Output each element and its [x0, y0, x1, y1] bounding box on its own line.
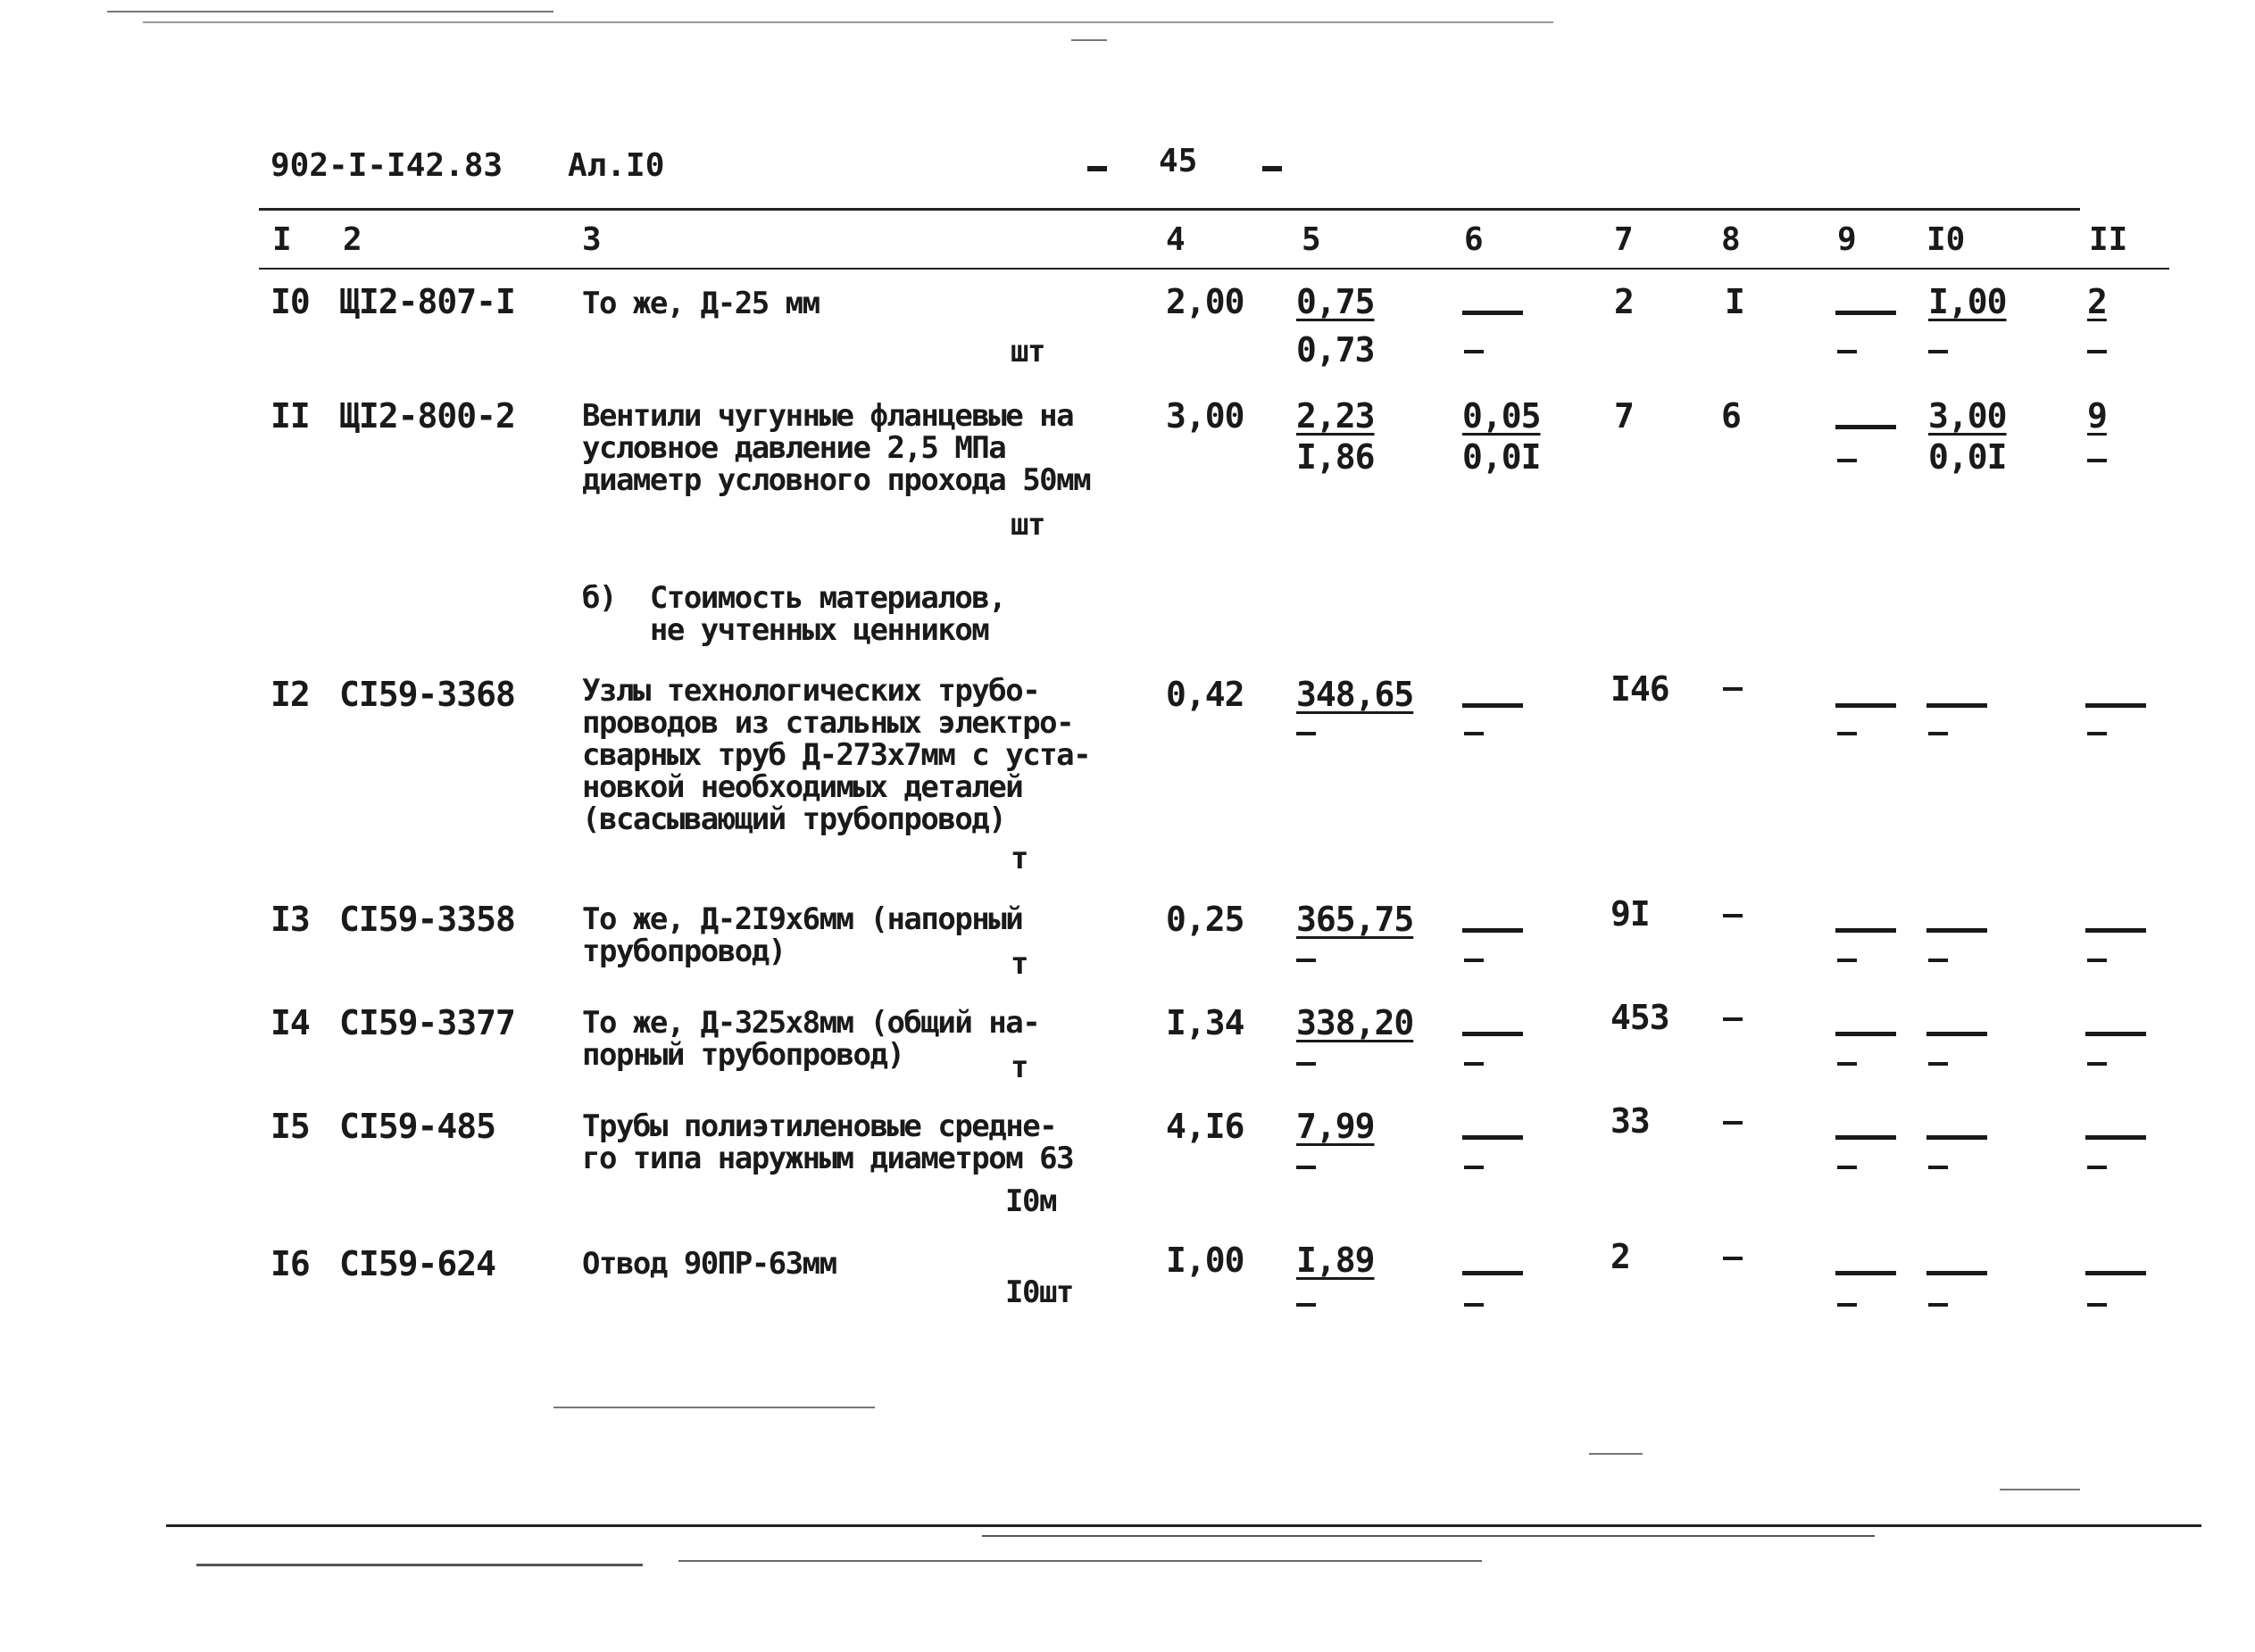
price-code: ЩI2-800-2 [339, 396, 515, 436]
empty-top-mark [1462, 1271, 1523, 1275]
empty-mark [1723, 687, 1743, 691]
header-bottom-rule [259, 268, 2169, 270]
row-number: I6 [270, 1244, 310, 1283]
unit-label: т [1011, 946, 1028, 982]
scan-artifact [1071, 39, 1107, 41]
page-number-dash [1262, 166, 1282, 171]
empty-top-mark [1462, 311, 1523, 315]
col7-value: 2 [1614, 282, 1634, 321]
col11-top: 2 [2087, 282, 2107, 321]
table-top-rule [259, 208, 2080, 211]
unit-label: т [1011, 1050, 1028, 1085]
column-header: 4 [1166, 221, 1186, 258]
unit-label: шт [1011, 334, 1044, 369]
row-number: II [270, 396, 310, 436]
price-code: CI59-485 [339, 1107, 496, 1146]
quantity: 0,25 [1166, 900, 1244, 939]
empty-bottom-mark [1296, 1303, 1316, 1307]
col7-value: 33 [1610, 1101, 1650, 1141]
column-header: I0 [1926, 221, 1966, 258]
quantity: I,00 [1166, 1241, 1244, 1280]
col5-bottom: I,86 [1296, 437, 1375, 477]
empty-top-mark [1835, 425, 1896, 429]
unit-label: шт [1011, 507, 1044, 543]
empty-bottom-mark [1837, 959, 1857, 962]
empty-bottom-mark [1837, 1303, 1857, 1307]
empty-bottom-mark [1296, 959, 1316, 962]
empty-bottom-mark [1837, 1062, 1857, 1066]
empty-top-mark [1926, 1135, 1987, 1140]
empty-bottom-mark [1928, 732, 1948, 735]
col5-top: 0,75 [1296, 282, 1375, 321]
column-header: 7 [1614, 221, 1634, 258]
empty-top-mark [1835, 928, 1896, 933]
row-number: I0 [270, 282, 310, 321]
empty-top-mark [1462, 703, 1523, 708]
price-code: CI59-3368 [339, 675, 515, 714]
empty-mark [1723, 1121, 1743, 1125]
col5-top: 7,99 [1296, 1107, 1375, 1146]
col7-value: I46 [1610, 669, 1669, 709]
document-number: 902-I-I42.83 [270, 147, 503, 184]
column-header: 2 [343, 221, 362, 258]
col5-bottom: 0,73 [1296, 330, 1375, 369]
empty-bottom-mark [2087, 1166, 2107, 1169]
empty-top-mark [1462, 928, 1523, 933]
column-header: 6 [1464, 221, 1484, 258]
empty-top-mark [1926, 703, 1987, 708]
album-label: Ал.I0 [568, 147, 665, 184]
empty-top-mark [1835, 1135, 1896, 1140]
unit-label: т [1011, 841, 1028, 876]
column-header: I [272, 221, 292, 258]
empty-bottom-mark [1296, 1062, 1316, 1066]
table-bottom-rule [166, 1524, 2201, 1527]
quantity: 3,00 [1166, 396, 1244, 436]
empty-bottom-mark [1464, 1166, 1484, 1169]
column-header: 8 [1721, 221, 1741, 258]
scan-artifact [2000, 1489, 2080, 1490]
empty-bottom-mark [1928, 1166, 1948, 1169]
empty-top-mark [1462, 1135, 1523, 1140]
col6-bottom: 0,0I [1462, 437, 1541, 477]
unit-label: I0шт [1005, 1274, 1073, 1310]
col5-top: 2,23 [1296, 396, 1375, 436]
empty-bottom-mark [1464, 1062, 1484, 1066]
col10-top: 3,00 [1928, 396, 2007, 436]
empty-bottom-mark [2087, 1303, 2107, 1307]
empty-bottom-mark [1296, 732, 1316, 735]
empty-top-mark [1926, 1271, 1987, 1275]
row-number: I3 [270, 900, 310, 939]
item-description: Отвод 90ПР-63мм [582, 1246, 836, 1282]
col5-top: 348,65 [1296, 675, 1414, 714]
scan-artifact [553, 1407, 875, 1408]
col7-value: 2 [1610, 1237, 1630, 1276]
price-code: CI59-3358 [339, 900, 515, 939]
empty-top-mark [1835, 311, 1896, 315]
empty-bottom-mark [1837, 350, 1857, 353]
item-description: Узлы технологических трубо- проводов из стальных электро- сварных труб Д-273х7мм с уста- новкой необходимых деталей (всасывающий трубопровод) [582, 673, 1091, 837]
empty-top-mark [2085, 1271, 2146, 1275]
page-number-dash [1087, 166, 1107, 171]
col7-value: 453 [1610, 998, 1669, 1037]
col5-top: 338,20 [1296, 1003, 1414, 1042]
empty-bottom-mark [1928, 959, 1948, 962]
col10-top: I,00 [1928, 282, 2007, 321]
quantity: 0,42 [1166, 675, 1244, 714]
empty-bottom-mark [2087, 1062, 2107, 1066]
empty-mark [1723, 1017, 1743, 1021]
quantity: 2,00 [1166, 282, 1244, 321]
empty-bottom-mark [1928, 1062, 1948, 1066]
price-code: CI59-3377 [339, 1003, 515, 1042]
col11-top: 9 [2087, 396, 2107, 436]
empty-bottom-mark [1464, 959, 1484, 962]
price-code: ЩI2-807-I [339, 282, 515, 321]
quantity: I,34 [1166, 1003, 1244, 1042]
empty-top-mark [2085, 1032, 2146, 1036]
row-number: I4 [270, 1003, 310, 1042]
empty-top-mark [2085, 1135, 2146, 1140]
table-bottom-rule [982, 1535, 1875, 1537]
empty-bottom-mark [1837, 459, 1857, 462]
empty-bottom-mark [1837, 732, 1857, 735]
empty-top-mark [2085, 928, 2146, 933]
empty-bottom-mark [1837, 1166, 1857, 1169]
col6-top: 0,05 [1462, 396, 1541, 436]
unit-label: I0м [1005, 1183, 1056, 1219]
scan-artifact [107, 11, 553, 12]
empty-top-mark [1462, 1032, 1523, 1036]
column-header: 9 [1837, 221, 1857, 258]
column-header: II [2089, 221, 2128, 258]
empty-bottom-mark [2087, 732, 2107, 735]
scan-artifact [196, 1564, 643, 1566]
empty-mark [1723, 1257, 1743, 1260]
empty-top-mark [1835, 1032, 1896, 1036]
scan-artifact [143, 21, 1553, 23]
empty-bottom-mark [1928, 1303, 1948, 1307]
col8-value: I [1725, 282, 1744, 321]
scan-artifact [678, 1560, 1482, 1562]
empty-bottom-mark [1296, 1166, 1316, 1169]
empty-bottom-mark [1464, 1303, 1484, 1307]
empty-top-mark [1835, 703, 1896, 708]
empty-mark [1723, 914, 1743, 917]
item-description: То же, Д-2I9х6мм (напорный трубопровод) [582, 901, 1023, 969]
empty-top-mark [1926, 1032, 1987, 1036]
item-description: Трубы полиэтиленовые средне- го типа наружным диаметром 63 [582, 1108, 1074, 1176]
column-header: 3 [582, 221, 602, 258]
row-number: I5 [270, 1107, 310, 1146]
empty-top-mark [1835, 1271, 1896, 1275]
quantity: 4,I6 [1166, 1107, 1244, 1146]
item-description: Вентили чугунные фланцевые на условное давление 2,5 МПа диаметр условного прохода 50мм [582, 398, 1091, 498]
section-heading: б) Стоимость материалов, не учтенных ценником [582, 580, 1006, 648]
empty-bottom-mark [1928, 350, 1948, 353]
empty-bottom-mark [2087, 959, 2107, 962]
item-description: То же, Д-325х8мм (общий на- порный трубопровод) [582, 1005, 1040, 1073]
empty-bottom-mark [2087, 350, 2107, 353]
col10-bottom: 0,0I [1928, 437, 2007, 477]
item-description: То же, Д-25 мм [582, 286, 820, 321]
col7-value: 9I [1610, 894, 1650, 934]
empty-bottom-mark [2087, 459, 2107, 462]
price-code: CI59-624 [339, 1244, 496, 1283]
empty-bottom-mark [1464, 732, 1484, 735]
column-header: 5 [1302, 221, 1321, 258]
col8-value: 6 [1721, 396, 1741, 436]
col7-value: 7 [1614, 396, 1634, 436]
empty-top-mark [1926, 928, 1987, 933]
row-number: I2 [270, 675, 310, 714]
empty-top-mark [2085, 703, 2146, 708]
col5-top: 365,75 [1296, 900, 1414, 939]
empty-bottom-mark [1464, 350, 1484, 353]
col5-top: I,89 [1296, 1241, 1375, 1280]
page-number: 45 [1159, 143, 1198, 179]
scan-artifact [1589, 1453, 1643, 1455]
